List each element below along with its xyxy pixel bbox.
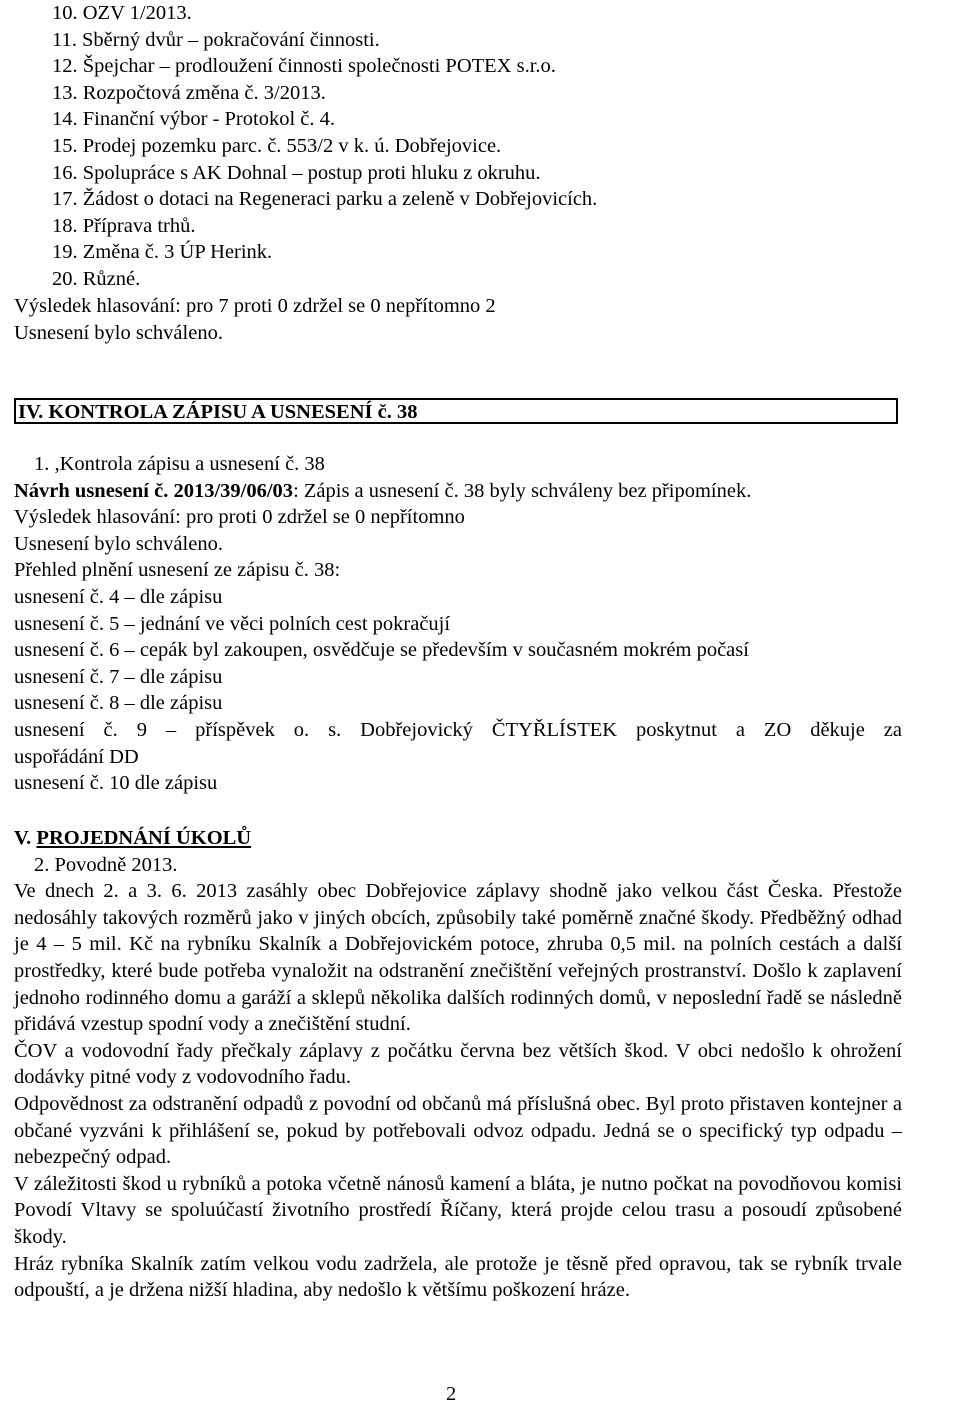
approval-note: Usnesení bylo schváleno.	[14, 321, 223, 344]
resolution-item-continued: uspořádání DD	[14, 745, 139, 768]
proposal-number: 2013/39/06/03	[173, 479, 294, 502]
resolution-item: usnesení č. 6 – cepák byl zakoupen, osvědčuje se především v současném mokrém počasí	[14, 639, 749, 662]
resolution-item: usnesení č. 8 – dle zápisu	[14, 692, 223, 715]
agenda-item: 11. Sběrný dvůr – pokračování činnosti.	[52, 28, 380, 51]
proposal-text: : Zápis a usnesení č. 38 byly schváleny bez připomínek.	[293, 479, 752, 502]
agenda-item: 12. Špejchar – prodloužení činnosti společnosti POTEX s.r.o.	[52, 55, 556, 78]
section-heading-iv: IV. KONTROLA ZÁPISU A USNESENÍ č. 38	[14, 398, 898, 424]
paragraph: Odpovědnost za odstranění odpadů z povodní od občanů má příslušná obec. Byl proto přistaven kontejner a občané vyzváni k přihlášení se, pokud by potřebovali odvoz odpadu. Jedná se o specifický typ odpadu – nebezpečný odpad.	[14, 1092, 902, 1169]
agenda-item: 18. Příprava trhů.	[52, 214, 196, 237]
agenda-item: 14. Finanční výbor - Protokol č. 4.	[52, 108, 335, 131]
paragraph: Hráz rybníka Skalník zatím velkou vodu zadržela, ale protože je těsně před opravou, tak se rybník trvale odpouští, a je držena nižší hladina, aby nedošlo k většímu poškození hráze.	[14, 1252, 902, 1302]
page-number: 2	[446, 1383, 457, 1405]
agenda-list	[52, 0, 852, 293]
paragraph: V záležitosti škod u rybníků a potoka včetně nánosů kamení a bláta, je nutno počkat na povodňovou komisi Povodí Vltavy se spoluúčastí životního prostředí Říčany, která projde celou trasu a posoudí způsobené škody.	[14, 1172, 902, 1248]
resolution-item: usnesení č. 9 – příspěvek o. s. Dobřejovický ČTYŘLÍSTEK poskytnut a ZO děkuje za	[14, 718, 902, 741]
agenda-item: 13. Rozpočtová změna č. 3/2013.	[52, 81, 326, 104]
section-iv-item: 1. ,Kontrola zápisu a usnesení č. 38	[34, 453, 325, 475]
agenda-item: 20. Různé.	[52, 267, 141, 290]
agenda-vote-block	[14, 293, 902, 346]
resolution-item: usnesení č. 4 – dle zápisu	[14, 585, 223, 608]
agenda-item: 19. Změna č. 3 ÚP Herink.	[52, 241, 273, 264]
resolution-item: usnesení č. 7 – dle zápisu	[14, 665, 223, 688]
resolution-item: usnesení č. 5 – jednání ve věci polních cest pokračují	[14, 612, 451, 635]
section-v-item: 2. Povodně 2013.	[34, 853, 178, 876]
resolution-proposal	[14, 478, 902, 505]
agenda-item: 16. Spolupráce s AK Dohnal – postup proti hluku z okruhu.	[52, 161, 541, 184]
agenda-item: 10. OZV 1/2013.	[52, 2, 192, 24]
paragraph: Ve dnech 2. a 3. 6. 2013 zasáhly obec Dobřejovice záplavy shodně jako velkou část Česka. Přestože nedosáhly takových rozměrů jako v jiných obcích, způsobily také poměrně značné škody. Předběžný odhad je 4 – 5 mil. Kč na rybníku Skalník a Dobřejovickém potoce, zhruba 0,5 mil. na polních cestách a další prostředky, které bude potřeba vynaložit na odstranění znečištění veřejných prostranství. Došlo k zaplavení jednoho rodinného domu a garáží a sklepů několika dalších rodinných domů, v neposlední řadě se následně přidává vzestup spodní vody a znečištění studní.	[14, 880, 902, 1036]
section-iv-body	[14, 451, 902, 797]
proposal-label: Návrh usnesení č.	[14, 479, 169, 502]
section-v-title: PROJEDNÁNÍ ÚKOLŮ	[36, 827, 252, 849]
vote-result: Výsledek hlasování: pro 7 proti 0 zdržel se 0 nepřítomno 2	[14, 295, 496, 317]
section-heading-v	[14, 825, 902, 852]
vote-result: Výsledek hlasování: pro proti 0 zdržel se 0 nepřítomno	[14, 506, 465, 529]
approval-note: Usnesení bylo schváleno.	[14, 532, 223, 555]
section-v	[14, 825, 902, 1304]
agenda-item: 15. Prodej pozemku parc. č. 553/2 v k. ú. Dobřejovice.	[52, 134, 502, 157]
resolution-item: usnesení č. 10 dle zápisu	[14, 772, 218, 795]
section-v-prefix: V.	[14, 827, 37, 849]
paragraph: ČOV a vodovodní řady přečkaly záplavy z počátku června bez větších škod. V obci nedošlo k ohrožení dodávky pitné vody z vodovodního řadu.	[14, 1039, 902, 1089]
agenda-item: 17. Žádost o dotaci na Regeneraci parku a zeleně v Dobřejovicích.	[52, 188, 598, 211]
overview-heading: Přehled plnění usnesení ze zápisu č. 38:	[14, 559, 341, 582]
